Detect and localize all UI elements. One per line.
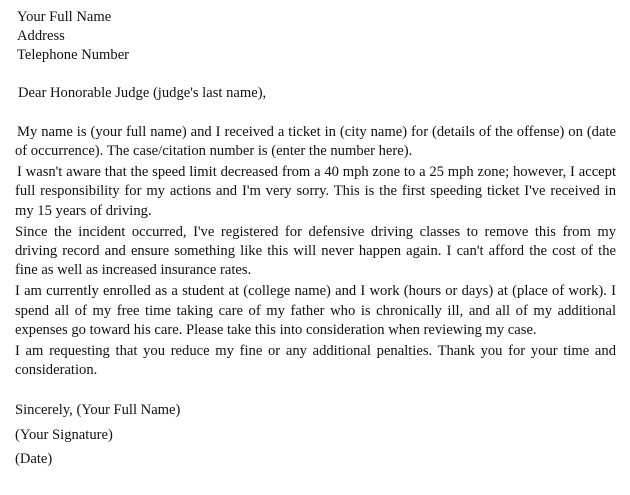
closing-line: Sincerely, (Your Full Name) [15, 402, 181, 419]
signature-line: (Your Signature) [15, 426, 113, 443]
sender-address: Address [17, 28, 65, 45]
paragraph-acknowledgement: I wasn't aware that the speed limit decreased from a 40 mph zone to a 25 mph zone; however, I accept full responsibility for my actions and I'm very sorry. This is the first speeding ticket I've received in my 15 years of driving. [15, 164, 616, 219]
paragraph-request: I am requesting that you reduce my fine or any additional penalties. Thank you for your time and consideration. [15, 343, 616, 379]
paragraph-circumstances: I am currently enrolled as a student at (college name) and I work (hours or days) at (place of work). I spend all of my free time taking care of my father who is chronically ill, and all of my additional expenses go toward his care. Please take this into consideration when reviewing my case. [15, 283, 616, 338]
paragraph-introduction: My name is (your full name) and I received a ticket in (city name) for (details of the offense) on (date of occurrence). The case/citation number is (enter the number here). [15, 123, 616, 160]
sender-phone: Telephone Number [17, 47, 130, 64]
sender-name: Your Full Name [17, 9, 112, 25]
letter-document [15, 8, 616, 469]
paragraph-remediation: Since the incident occurred, I've registered for defensive driving classes to remove this from my driving record and ensure something like this will never happen again. I can't afford the cost of the fine as well as increased insurance rates. [15, 223, 616, 279]
date-line: (Date) [15, 450, 53, 467]
salutation: Dear Honorable Judge (judge's last name), [18, 84, 267, 101]
